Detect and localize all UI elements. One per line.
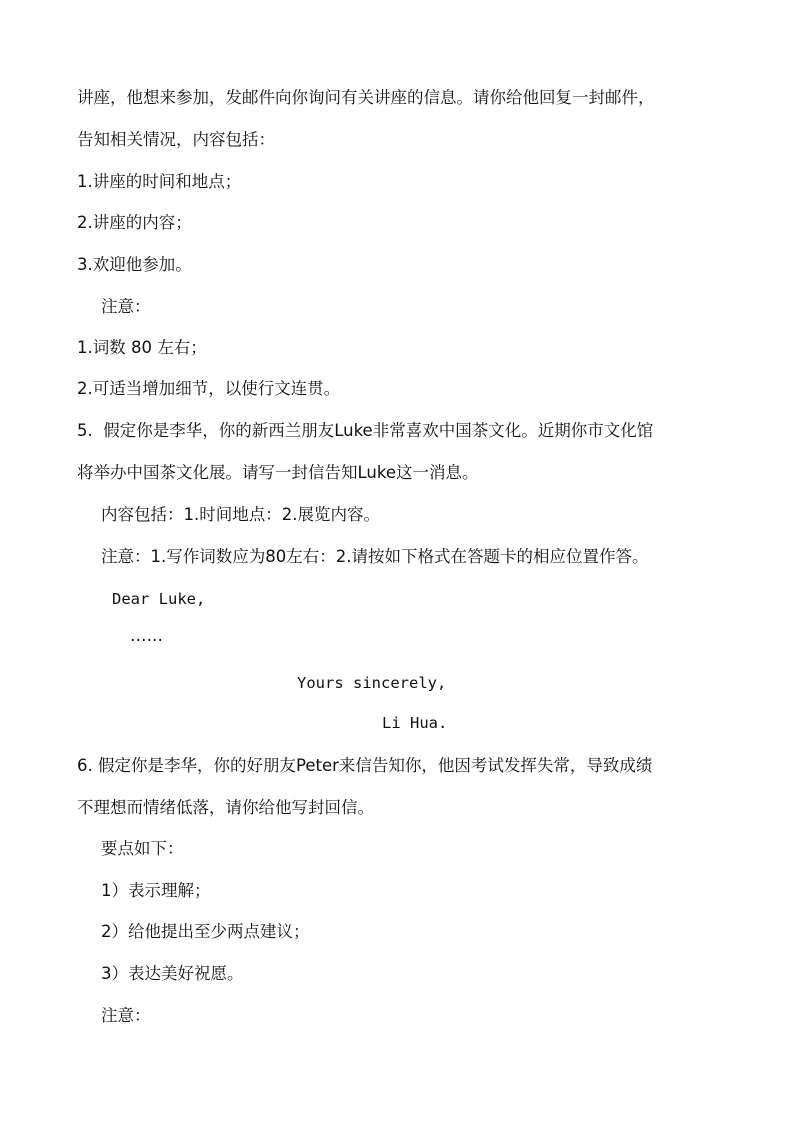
list-item: 1.词数 80 左右； [77, 338, 207, 357]
letter-closing: Yours sincerely, [297, 674, 447, 692]
question-6-line: 6. 假定你是李华，你的好朋友Peter来信告知你，他因考试发挥失常，导致成绩 [77, 756, 653, 775]
paragraph-line: 讲座，他想来参加，发邮件向你询问有关讲座的信息。请你给他回复一封邮件， [77, 88, 655, 107]
list-item: 2.可适当增加细节，以使行文连贯。 [77, 379, 341, 398]
question-6-line: 不理想而情绪低落，请你给他写封回信。 [77, 798, 374, 817]
letter-signature: Li Hua. [382, 714, 448, 732]
list-item: 2.讲座的内容； [77, 213, 192, 232]
letter-ellipsis: …… [130, 626, 163, 645]
question-5-line: 5. 假定你是李华，你的新西兰朋友Luke非常喜欢中国茶文化。近期你市文化馆 [77, 421, 654, 440]
list-item: 1.讲座的时间和地点； [77, 172, 242, 191]
list-item: 3）表达美好祝愿。 [101, 964, 244, 983]
paragraph-line: 告知相关情况，内容包括： [77, 130, 275, 149]
note-requirements: 注意：1.写作词数应为80左右：2.请按如下格式在答题卡的相应位置作答。 [101, 547, 649, 566]
letter-salutation: Dear Luke, [112, 590, 206, 608]
list-item: 2）给他提出至少两点建议； [101, 922, 310, 941]
list-item: 1）表示理解； [101, 881, 211, 900]
note-heading: 注意： [101, 297, 151, 316]
note-heading: 注意： [101, 1006, 151, 1025]
list-item: 3.欢迎他参加。 [77, 255, 192, 274]
question-5-line: 将举办中国茶文化展。请写一封信告知Luke这一消息。 [77, 463, 479, 482]
content-requirements: 内容包括：1.时间地点：2.展览内容。 [101, 505, 380, 524]
points-heading: 要点如下： [101, 839, 184, 858]
